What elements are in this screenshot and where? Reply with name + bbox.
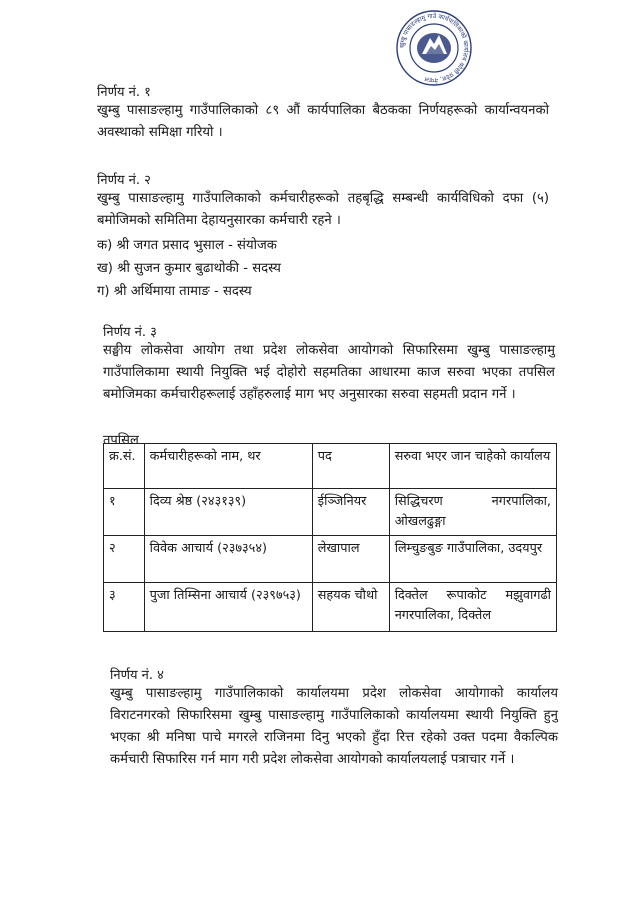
- member-3: ग) श्री अर्थिमाया तामाङ - सदस्य: [97, 284, 252, 299]
- cell-serial: २: [104, 536, 145, 583]
- decision-2-text: खुम्बु पासाङल्हामु गाउँपालिकाको कर्मचारीहरूको तहबृद्धि सम्बन्धी कार्यविधिको दफा (५) बमोजिमको समितिमा देहायनुसारका कर्मचारी रहने ।: [97, 191, 549, 228]
- member-2: ख) श्री सुजन कुमार बुढाथोकी - सदस्य: [97, 261, 281, 276]
- decision-1-text: खुम्बु पासाङल्हामु गाउँपालिकाको ८९ औं कार्यपालिका बैठकका निर्णयहरूको कार्यान्वयनको अवस्थाको समिक्षा गरियो ।: [97, 103, 549, 140]
- decision-3-text: सङ्घीय लोकसेवा आयोग तथा प्रदेश लोकसेवा आयोगको सिफारिसमा खुम्बु पासाङल्हामु गाउँपालिकामा स्थायी नियुक्ति भई दोहोरो सहमतिका आधारमा काज सरुवा भएका तपसिल बमोजिमका कर्मचारीहरूलाई उहाँहरुलाई माग भए अनुसारका सरुवा सहमती प्रदान गर्ने ।: [103, 343, 555, 402]
- cell-serial: १: [104, 489, 145, 536]
- decision-2-heading: निर्णय नं. २: [97, 173, 151, 188]
- decision-4-heading: निर्णय नं. ४: [110, 668, 164, 683]
- cell-post: सहयक चौथो: [312, 583, 389, 632]
- cell-name: विवेक आचार्य (२३७३५४): [144, 536, 312, 583]
- cell-office: सिद्धिचरण नगरपालिका, ओखलढुङ्गा: [389, 489, 556, 536]
- table-row: [104, 583, 557, 632]
- decision-4-text: खुम्बु पासाङल्हामु गाउँपालिकाको कार्यालयमा प्रदेश लोकसेवा आयोगाको कार्यालय विराटनगरको सिफारिसमा खुम्बु पासाङल्हामु गाउँपालिकाको कार्यालयमा स्थायी नियुक्ति हुनु भएका श्री मनिषा पाचे मगरले राजिनमा दिनु भएको हुँदा रित्त रहेको उक्त पदमा वैकल्पिक कर्मचारी सिफारिस गर्न माग गरी प्रदेश लोकसेवा आयोगको कार्यालयलाई पत्राचार गर्ने ।: [110, 686, 558, 767]
- municipality-seal-icon: [390, 8, 478, 88]
- cell-serial: ३: [104, 583, 145, 632]
- cell-office: दिक्तेल रूपाकोट मझुवागढी नगरपालिका, दिक्तेल: [389, 583, 556, 632]
- table-row: [104, 536, 557, 583]
- seal-ring-text: खुम्बु पासाङल्हामु गाउँ कार्यपालिकाको कार्यालय कोशी प्रदेश, नेपाल: [398, 12, 470, 84]
- cell-name: पुजा तिम्सिना आचार्य (२३९७५३): [144, 583, 312, 632]
- header-name: कर्मचारीहरूको नाम, थर: [144, 444, 312, 489]
- table-row: [104, 489, 557, 536]
- transfer-table: [103, 443, 557, 632]
- member-1: क) श्री जगत प्रसाद भुसाल - संयोजक: [97, 238, 277, 253]
- header-post: पद: [312, 444, 389, 489]
- cell-post: लेखापाल: [312, 536, 389, 583]
- header-office: सरुवा भएर जान चाहेको कार्यालय: [389, 444, 556, 489]
- cell-name: दिव्य श्रेष्ठ (२४३१३९): [144, 489, 312, 536]
- cell-post: ईञ्जिनियर: [312, 489, 389, 536]
- header-serial: क्र.सं.: [104, 444, 145, 489]
- table-caption: तपसिल: [103, 433, 139, 448]
- decision-1-heading: निर्णय नं. १: [97, 85, 151, 100]
- cell-office: लिम्चुङबुङ गाउँपालिका, उदयपुर: [389, 536, 556, 583]
- decision-3-heading: निर्णय नं. ३: [103, 325, 157, 340]
- table-header-row: [104, 444, 557, 489]
